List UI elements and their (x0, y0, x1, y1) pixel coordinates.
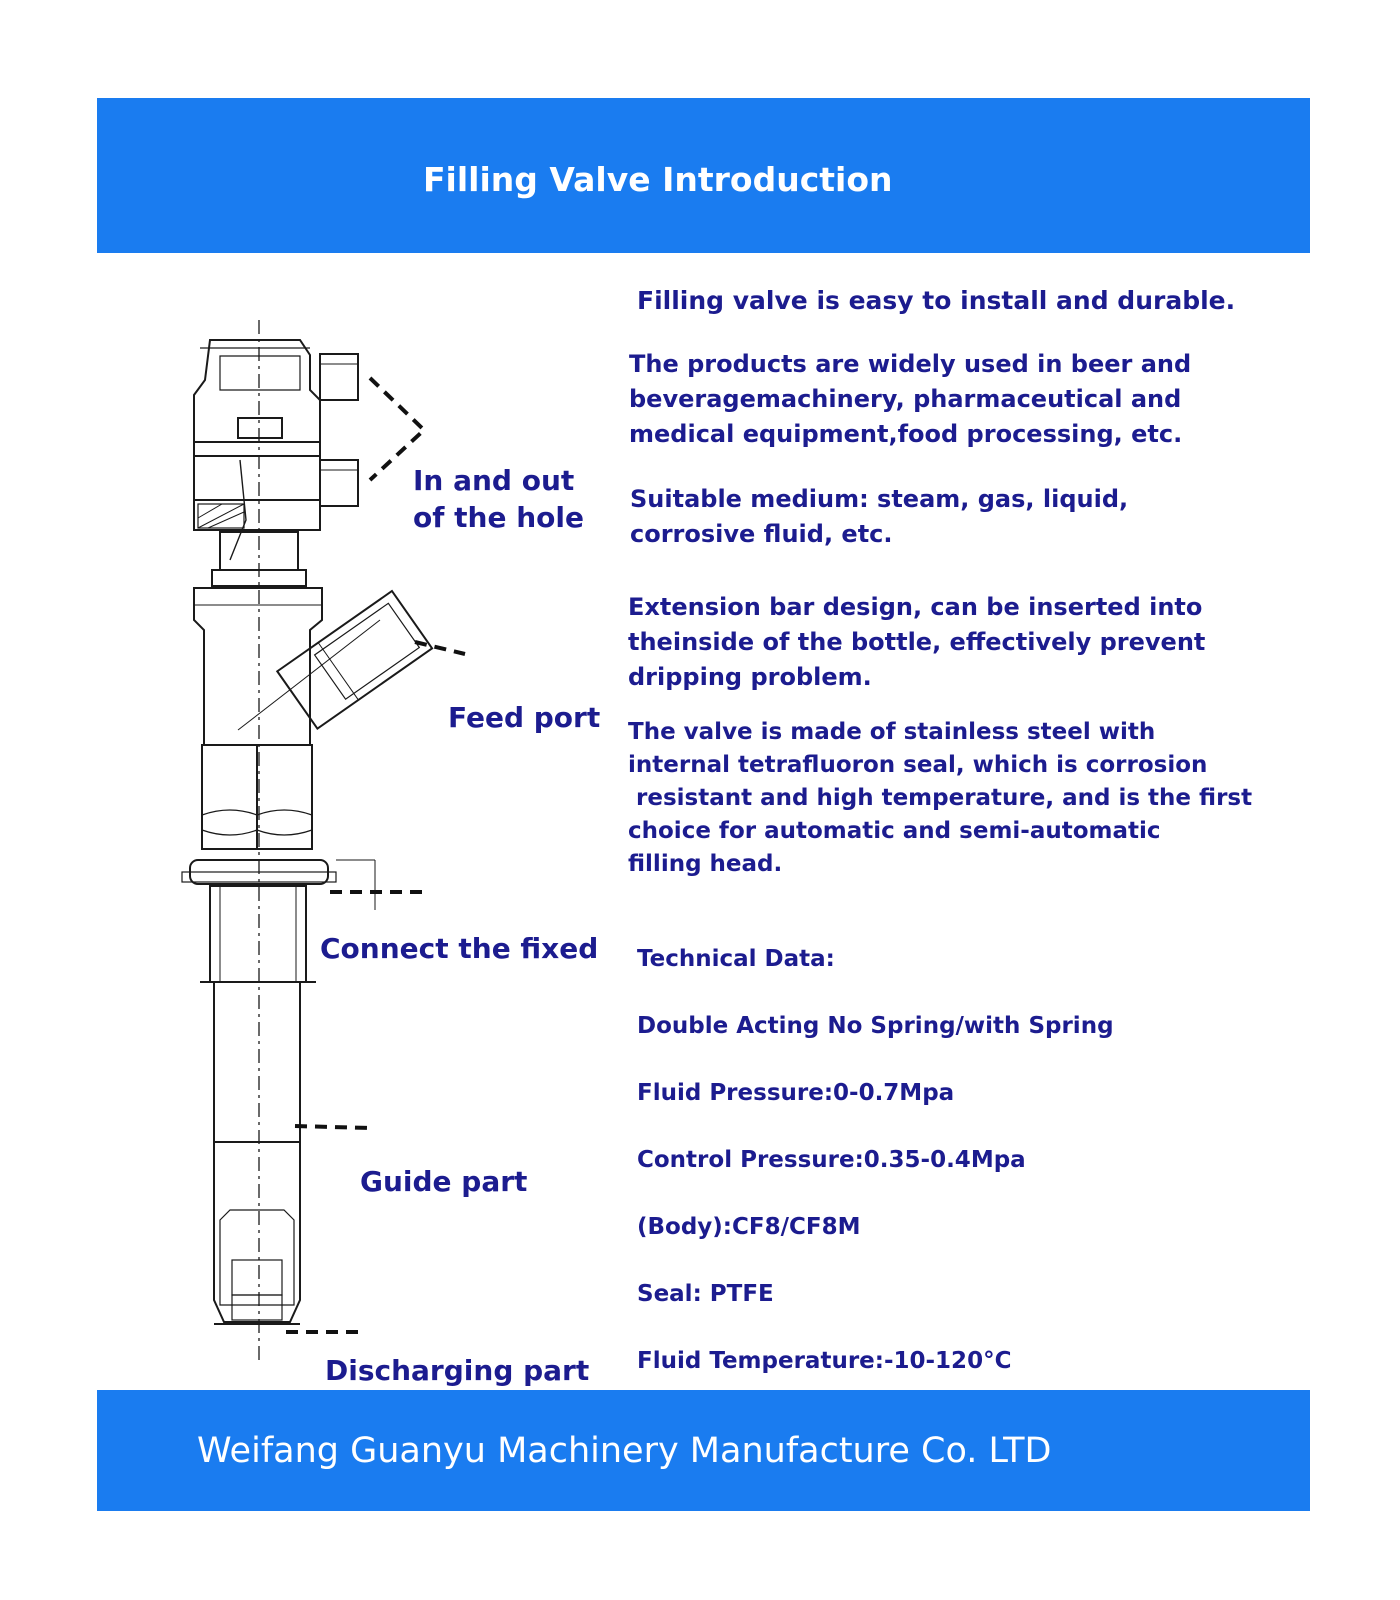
text-line: corrosive fluid, etc. (630, 520, 893, 548)
text-line: filling head. (628, 851, 783, 877)
text-line: dripping problem. (628, 663, 872, 691)
feed-port-pipe (277, 591, 432, 729)
thread-section (210, 886, 306, 982)
medium-paragraph (630, 482, 1128, 552)
intro-line: Filling valve is easy to install and durable. (637, 286, 1236, 315)
text-line: Extension bar design, can be inserted into (628, 593, 1203, 621)
header-banner (97, 98, 1310, 253)
guide-tube (214, 982, 300, 1142)
text-line: Suitable medium: steam, gas, liquid, (630, 485, 1129, 513)
usage-paragraph (629, 347, 1191, 452)
label-discharging-part: Discharging part (325, 1354, 590, 1387)
company-name: Weifang Guanyu Machinery Manufacture Co. LTD (197, 1431, 1052, 1471)
tech-item-seal: Seal: PTFE (637, 1281, 774, 1307)
feed-leader (415, 642, 465, 654)
technical-heading: Technical Data: (637, 946, 835, 972)
label-line: In and out (413, 464, 575, 497)
main-body (194, 588, 322, 745)
text-line: theinside of the bottle, effectively prevent (628, 628, 1206, 656)
tech-item-body: (Body):CF8/CF8M (637, 1214, 861, 1240)
tech-item-control-pressure: Control Pressure:0.35-0.4Mpa (637, 1147, 1026, 1173)
page-title: Filling Valve Introduction (423, 160, 893, 199)
label-guide-part: Guide part (360, 1165, 528, 1198)
extension-paragraph (628, 590, 1205, 695)
text-line: resistant and high temperature, and is the first (628, 785, 1253, 811)
guide-leader (295, 1126, 370, 1128)
label-feed-port: Feed port (448, 701, 601, 734)
cap-body (194, 340, 320, 530)
text-line: The valve is made of stainless steel with (628, 719, 1156, 745)
tech-item-fluid-pressure: Fluid Pressure:0-0.7Mpa (637, 1080, 955, 1106)
material-paragraph (628, 716, 1252, 881)
label-line: of the hole (413, 501, 584, 534)
text-line: medical equipment,food processing, etc. (629, 420, 1183, 448)
lower-port (320, 460, 358, 506)
text-line: internal tetrafluoron seal, which is corrosion (628, 752, 1208, 778)
label-connect-fixed: Connect the fixed (320, 932, 599, 965)
text-line: The products are widely used in beer and (629, 350, 1192, 378)
text-line: beveragemachinery, pharmaceutical and (629, 385, 1182, 413)
label-in-out-hole (413, 462, 584, 536)
text-line: choice for automatic and semi-automatic (628, 818, 1161, 844)
upper-port (320, 354, 358, 400)
tech-item-actuation: Double Acting No Spring/with Spring (637, 1013, 1114, 1039)
footer-banner (97, 1390, 1310, 1511)
tech-item-temperature: Fluid Temperature:-10-120°C (637, 1348, 1012, 1374)
